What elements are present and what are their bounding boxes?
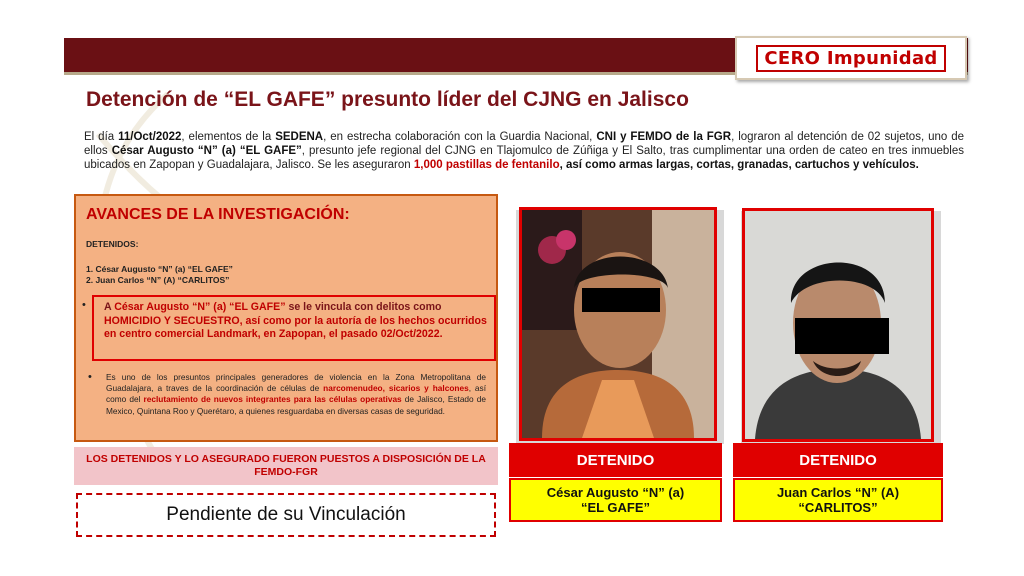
detenido-label-1: DETENIDO (509, 443, 722, 477)
charges-box (92, 295, 496, 361)
investigation-title: AVANCES DE LA INVESTIGACIÓN: (86, 206, 350, 223)
investigation-panel (74, 194, 498, 442)
charges-text: A César Augusto “N” (a) “EL GAFE” se le vincula con delitos como HOMICIDIO Y SECUESTRO, así como por la autoría de los hechos ocurridos en centro comercial Landmark, en Zapopan, el pasado 02/Oct/2022. (104, 301, 487, 340)
cero-impunidad-badge (735, 36, 967, 80)
page-title: Detención de “EL GAFE” presunto líder del CJNG en Jalisco (86, 88, 689, 111)
detainee-name-2: Juan Carlos “N” (A) “CARLITOS” (733, 478, 943, 522)
intro-paragraph: El día 11/Oct/2022, elementos de la SEDENA, en estrecha colaboración con la Guardia Nacional, CNI y FEMDO de la FGR, lograron al detención de 02 sujetos, uno de ellos César Augusto “N” (a) “EL GAFE”, presunto jefe regional del CJNG en Tlajomulco de Zúñiga y El Salto, tras cumplimentar una orden de cateo en tres inmuebles ubicados en Zapopan y Guadalajara, Jalisco. Se les aseguraron 1,000 pastillas de fentanilo, así como armas largas, cortas, granadas, cartuchos y vehículos. (84, 131, 965, 172)
detainee-photo-1 (519, 207, 717, 441)
detainee-name-1: César Augusto “N” (a) “EL GAFE” (509, 478, 722, 522)
detainee-photo-2 (742, 208, 934, 442)
list-item: 1. César Augusto “N” (a) “EL GAFE” (86, 264, 233, 274)
custody-notice: LOS DETENIDOS Y LO ASEGURADO FUERON PUESTOS A DISPOSICIÓN DE LA FEMDO-FGR (74, 447, 498, 485)
bullet-dot: • (88, 371, 92, 383)
detainee-list (86, 264, 233, 286)
bullet-dot: • (82, 299, 86, 311)
badge-text: CERO Impunidad (756, 45, 945, 72)
pending-status: Pendiente de su Vinculación (76, 493, 496, 537)
list-item: 2. Juan Carlos “N” (A) “CARLITOS” (86, 275, 230, 285)
detenido-label-2: DETENIDO (733, 443, 943, 477)
detenidos-label: DETENIDOS: (86, 239, 139, 249)
background-paragraph: Es uno de los presuntos principales generadores de violencia en la Zona Metropolitana de Guadalajara, a traves de la coordinación de células de narcomenudeo, sicarios y halcones, así como del reclutamiento de nuevos integrantes para las células operativas de Jalisco, Estado de Mexico, Quintana Roo y Querétaro, a quienes resguardaba en diversas casas de seguridad. (106, 372, 486, 416)
